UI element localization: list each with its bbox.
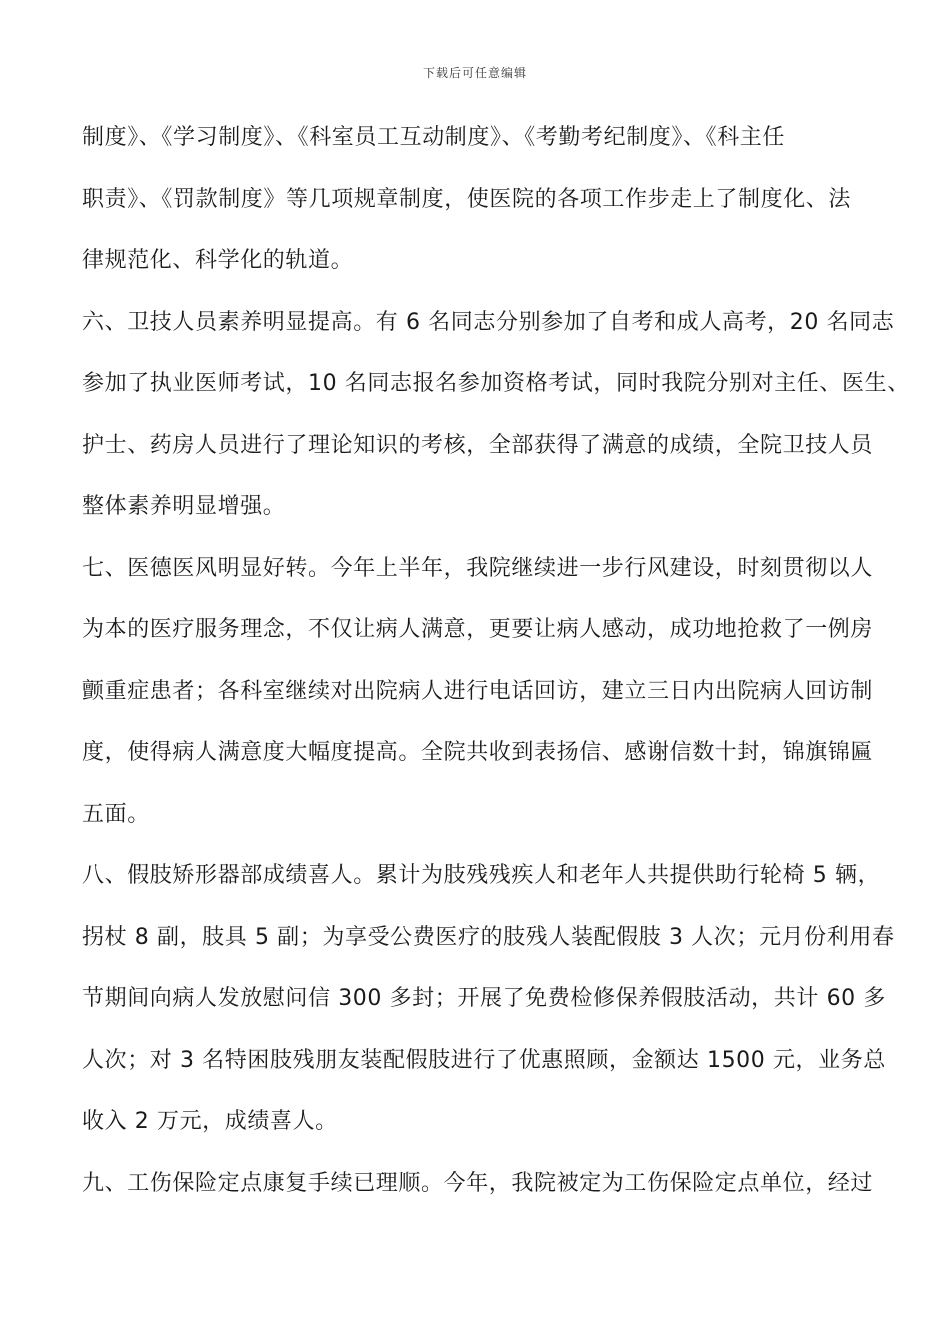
text-line: 六、卫技人员素养明显提高。有 6 名同志分别参加了自考和成人高考，20 名同志: [82, 309, 895, 335]
text-line: 九、工伤保险定点康复手续已理顺。今年，我院被定为工伤保险定点单位，经过: [82, 1170, 874, 1196]
text-line: 整体素养明显增强。: [82, 494, 286, 519]
page-header-note: 下载后可任意编辑: [422, 66, 527, 80]
text-line: 护士、药房人员进行了理论知识的考核，全部获得了满意的成绩，全院卫技人员: [82, 432, 874, 458]
text-line: 七、医德医风明显好转。今年上半年，我院继续进一步行风建设，时刻贯彻以人: [82, 555, 874, 581]
text-line: 为本的医疗服务理念，不仅让病人满意，更要让病人感动，成功地抢救了一例房: [82, 617, 874, 642]
text-line: 职责》、《罚款制度》等几项规章制度，使医院的各项工作步走上了制度化、法: [82, 186, 852, 212]
document-body: [82, 112, 910, 1219]
text-line: 八、假肢矫形器部成绩喜人。累计为肢残残疾人和老年人共提供助行轮椅 5 辆，: [82, 863, 881, 888]
text-line: 收入 2 万元，成绩喜人。: [82, 1109, 338, 1134]
text-line: 律规范化、科学化的轨道。: [82, 248, 354, 273]
text-line: 参加了执业医师考试，10 名同志报名参加资格考试，同时我院分别对主任、医生、: [82, 371, 910, 396]
text-line: 拐杖 8 副，肢具 5 副；为享受公费医疗的肢残人装配假肢 3 人次；元月份利用春: [82, 924, 895, 950]
text-line: 制度》、《学习制度》、《科室员工互动制度》、《考勤考纪制度》、《科主任: [82, 125, 786, 150]
text-line: 节期间向病人发放慰问信 300 多封；开展了免费检修保养假肢活动，共计 60 多: [82, 986, 886, 1011]
text-line: 五面。: [82, 801, 150, 827]
text-line: 人次；对 3 名特困肢残朋友装配假肢进行了优惠照顾，金额达 1500 元，业务总: [82, 1047, 886, 1073]
text-line: 度，使得病人满意度大幅度提高。全院共收到表扬信、感谢信数十封，锦旗锦匾: [82, 740, 874, 765]
text-line: 颤重症患者；各科室继续对出院病人进行电话回访，建立三日内出院病人回访制: [82, 678, 874, 704]
